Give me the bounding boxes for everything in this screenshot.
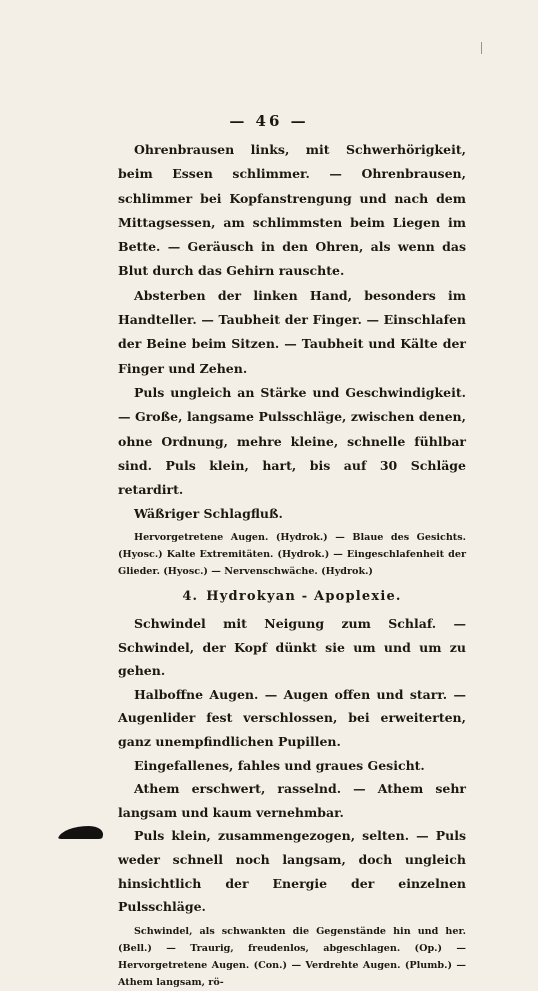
section-paragraph-breath: Athem erschwert, rasselnd. — Athem sehr langsam und kaum vernehmbar. xyxy=(118,781,466,820)
page-body xyxy=(118,138,466,991)
footnote-bottom-text: Schwindel, als schwankten die Gegenstände hin und her. (Bell.) — Traurig, freudenlos, abgeschlagen. (Op.) — Hervorgetretene Augen. (Con.) — Verdrehte Augen. (Plumb.) — Athem langsam, rö- xyxy=(118,925,466,988)
paragraph-ear-noises: Ohrenbrausen links, mit Schwerhörigkeit, beim Essen schlimmer. — Ohrenbrausen, schlimmer bei Kopfanstrengung und nach dem Mittagsessen, am schlimmsten beim Liegen im Bette. — Geräusch in den Ohren, als wenn das Blut durch das Gehirn rauschte. xyxy=(118,142,466,279)
section-number: 4. xyxy=(182,588,199,604)
ink-blot-mark xyxy=(58,826,106,839)
paragraph-stroke: Wäßriger Schlagfluß. xyxy=(134,506,283,522)
paragraph-pulse: Puls ungleich an Stärke und Geschwindigkeit. — Große, langsame Pulsschläge, zwischen denen, ohne Ordnung, mehre kleine, schnelle fühlbar sind. Puls klein, hart, bis auf 30 Schläge retardirt. xyxy=(118,384,466,498)
footnotes-top xyxy=(118,529,466,580)
section-paragraph-pulse: Puls klein, zusammengezogen, selten. — Puls weder schnell noch langsam, doch ungleich hinsichtlich der Energie der einzelnen Pulsschläge. xyxy=(118,828,466,915)
page-number: — 46 — xyxy=(229,112,309,130)
footnotes-bottom xyxy=(118,923,466,991)
footnote-top-text: Hervorgetretene Augen. (Hydrok.) — Blaue des Gesichts. (Hyosc.) Kalte Extremitäten. (Hydrok.) — Eingeschlafenheit der Glieder. (Hyosc.) — Nervenschwäche. (Hydrok.) xyxy=(118,531,466,577)
page-edge-mark xyxy=(481,42,482,54)
paragraph-hand-numbness: Absterben der linken Hand, besonders im Handteller. — Taubheit der Finger. — Einschlafen der Beine beim Sitzen. — Taubheit und Kälte der Finger und Zehen. xyxy=(118,287,466,376)
section-title: Hydrokyan - Apoplexie. xyxy=(206,588,402,604)
section-body xyxy=(118,612,466,919)
section-paragraph-eyes: Halboffne Augen. — Augen offen und starr. — Augenlider fest verschlossen, bei erweiterten, ganz unempfindlichen Pupillen. xyxy=(118,686,466,750)
section-heading xyxy=(118,585,466,609)
section-paragraph-face: Eingefallenes, fahles und graues Gesicht. xyxy=(134,757,425,773)
section-paragraph-vertigo: Schwindel mit Neigung zum Schlaf. — Schwindel, der Kopf dünkt sie um und um zu gehen. xyxy=(118,616,466,679)
